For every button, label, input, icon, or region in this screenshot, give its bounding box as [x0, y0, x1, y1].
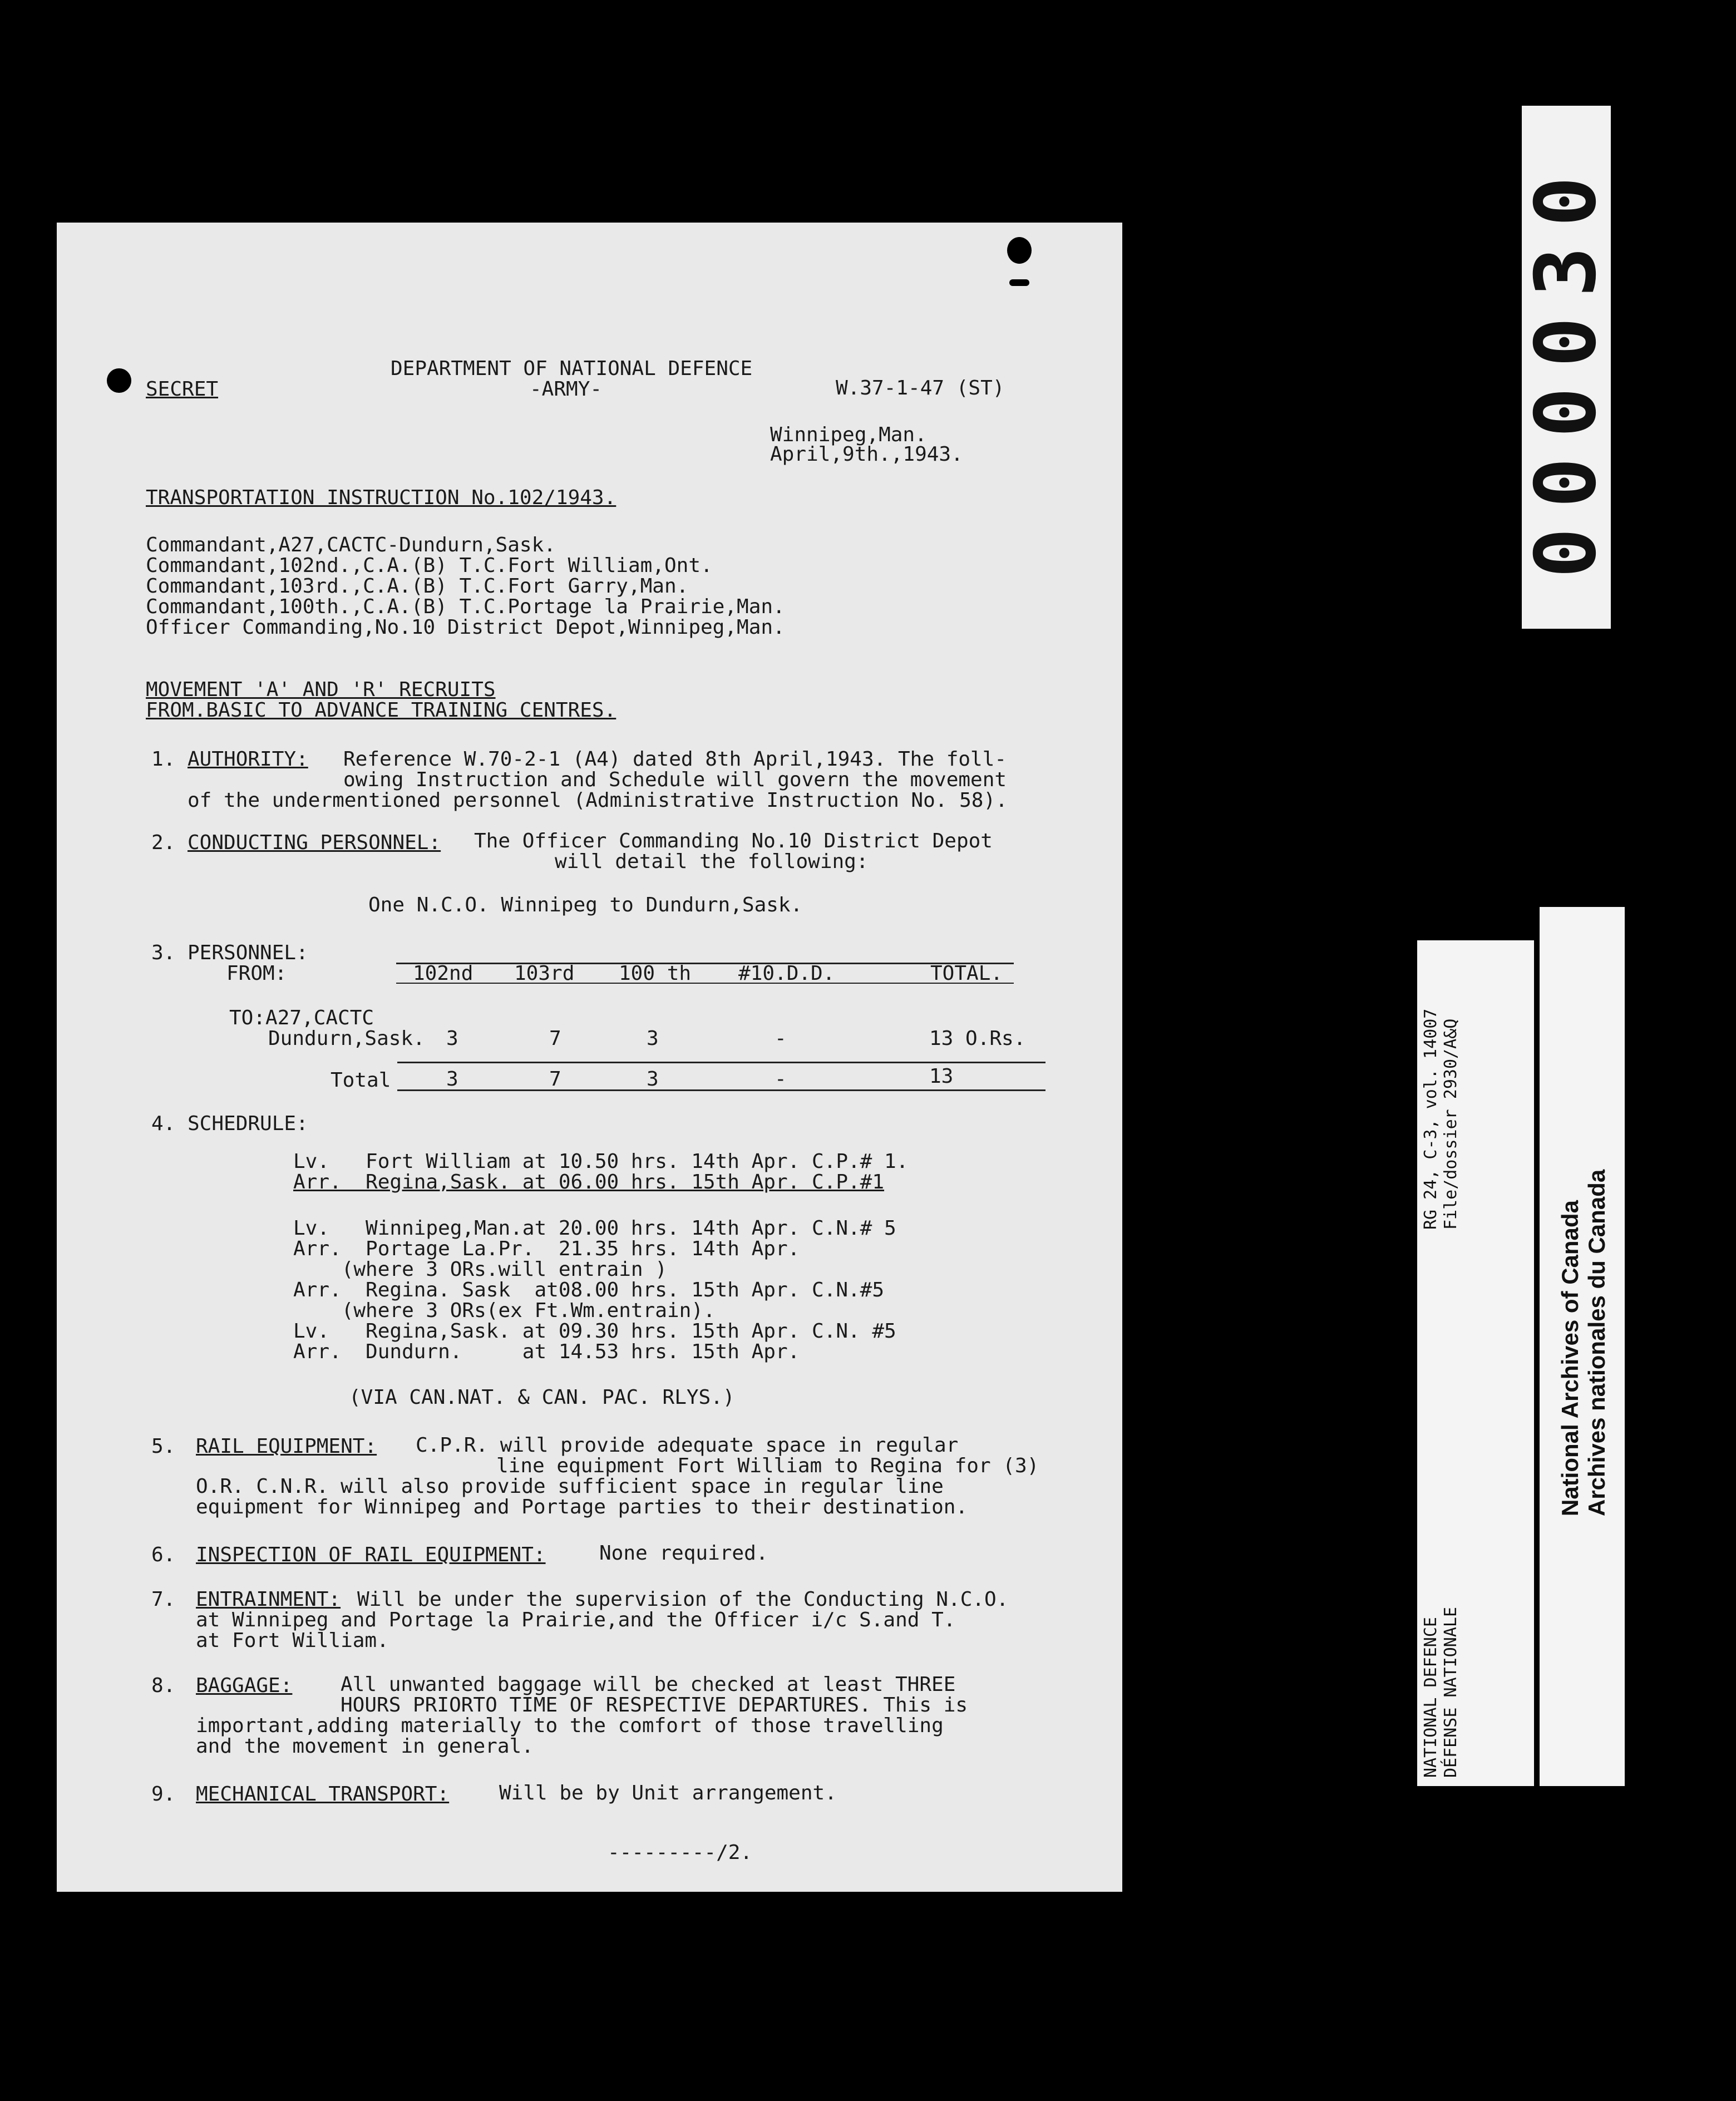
total-cell: -: [775, 1068, 787, 1091]
schedule-line: Lv. Fort William at 10.50 hrs. 14th Apr. C.P.# 1.: [293, 1150, 909, 1173]
schedule-line: Arr. Regina. Sask at08.00 hrs. 15th Apr. C.N.#5: [293, 1279, 885, 1301]
file-reference: W.37-1-47 (ST): [836, 377, 1005, 400]
para-heading: ENTRAINMENT:: [196, 1588, 341, 1611]
reference-stamp: [1417, 940, 1534, 1786]
archives-stamp: [1540, 907, 1625, 1786]
para-detail: One N.C.O. Winnipeg to Dundurn,Sask.: [368, 894, 803, 916]
para-text: All unwanted baggage will be checked at least THREE: [341, 1673, 956, 1696]
table-rule: [396, 983, 1014, 984]
para-number: 3.: [151, 941, 176, 964]
table-cell: 3: [446, 1027, 458, 1050]
schedule-line: Lv. Regina,Sask. at 09.30 hrs. 15th Apr. C.N. #5: [293, 1320, 896, 1343]
para-heading: SCHEDRULE:: [188, 1112, 308, 1135]
para-number: 6.: [151, 1543, 176, 1566]
document-page: [57, 223, 1122, 1892]
para-text: Will be by Unit arrangement.: [499, 1782, 837, 1804]
schedule-line: Arr. Dundurn. at 14.53 hrs. 15th Apr.: [293, 1340, 800, 1363]
total-cell: 3: [647, 1068, 659, 1091]
para-text: C.P.R. will provide adequate space in regular: [416, 1434, 959, 1457]
para-number: 5.: [151, 1435, 176, 1458]
para-number: 1.: [151, 748, 176, 771]
para-text: O.R. C.N.R. will also provide sufficient space in regular line: [196, 1475, 944, 1498]
addressee: Commandant,102nd.,C.A.(B) T.C.Fort William,Ont.: [146, 554, 713, 577]
document-title: TRANSPORTATION INSTRUCTION No.102/1943.: [146, 486, 617, 509]
column-header: 100 th: [619, 962, 692, 985]
stamp-ref-line: NATIONAL DEFENCE: [1421, 1617, 1441, 1778]
para-number: 4.: [151, 1112, 176, 1135]
para-text: Reference W.70-2-1 (A4) dated 8th April,1943. The foll-: [343, 748, 1007, 771]
total-cell: 3: [446, 1068, 458, 1091]
branch: -ARMY-: [530, 378, 603, 401]
archives-name: Archives nationales du Canada: [1584, 1169, 1610, 1516]
schedule-line: Arr. Regina,Sask. at 06.00 hrs. 15th Apr. C.P.#1: [293, 1171, 885, 1193]
schedule-line: (where 3 ORs(ex Ft.Wm.entrain).: [293, 1299, 716, 1322]
para-heading: CONDUCTING PERSONNEL:: [188, 831, 441, 854]
continuation-marker: ---------/2.: [608, 1841, 753, 1864]
row-label: TO:A27,CACTC: [229, 1007, 374, 1029]
para-text: of the undermentioned personnel (Administrative Instruction No. 58).: [188, 789, 1008, 812]
para-number: 2.: [151, 831, 176, 854]
para-heading: MECHANICAL TRANSPORT:: [196, 1783, 450, 1806]
table-rule: [396, 963, 1014, 964]
para-number: 9.: [151, 1783, 176, 1806]
department: DEPARTMENT OF NATIONAL DEFENCE: [391, 357, 753, 380]
total-cell: 7: [549, 1068, 561, 1091]
column-header: TOTAL.: [930, 962, 1003, 985]
table-cell: 13 O.Rs.: [929, 1027, 1026, 1050]
classification: SECRET: [146, 378, 219, 401]
para-text: at Winnipeg and Portage la Prairie,and the Officer i/c S.and T.: [196, 1609, 956, 1631]
stamp-ref-line: File/dossier 2930/A&Q: [1441, 1018, 1461, 1230]
para-heading: INSPECTION OF RAIL EQUIPMENT:: [196, 1543, 546, 1566]
para-text: HOURS PRIORTO TIME OF RESPECTIVE DEPARTURES. This is: [341, 1694, 968, 1717]
addressee: Commandant,100th.,C.A.(B) T.C.Portage la Prairie,Man.: [146, 595, 785, 618]
archives-name: National Archives of Canada: [1557, 1200, 1583, 1516]
schedule-line: Lv. Winnipeg,Man.at 20.00 hrs. 14th Apr. C.N.# 5: [293, 1217, 896, 1240]
punch-hole: [107, 368, 131, 393]
subject-line: MOVEMENT 'A' AND 'R' RECRUITS: [146, 678, 496, 701]
table-cell: 3: [647, 1027, 659, 1050]
para-text: Will be under the supervision of the Conducting N.C.O.: [357, 1588, 1009, 1611]
para-text: equipment for Winnipeg and Portage parties to their destination.: [196, 1496, 968, 1518]
column-header: #10.D.D.: [738, 962, 835, 985]
para-text: will detail the following:: [555, 850, 869, 873]
para-text: important,adding materially to the comfort of those travelling: [196, 1714, 944, 1737]
ink-blot: [1007, 237, 1032, 264]
para-heading: PERSONNEL:: [188, 941, 308, 964]
para-heading: RAIL EQUIPMENT:: [196, 1435, 377, 1458]
addressee: Commandant,103rd.,C.A.(B) T.C.Fort Garry,Man.: [146, 575, 689, 598]
para-heading: AUTHORITY:: [188, 748, 308, 771]
schedule-line: (where 3 ORs.will entrain ): [293, 1258, 667, 1281]
table-cell: 7: [549, 1027, 561, 1050]
para-text: None required.: [599, 1542, 768, 1565]
total-cell: 13: [929, 1065, 954, 1088]
schedule-line: Arr. Portage La.Pr. 21.35 hrs. 14th Apr.: [293, 1237, 800, 1260]
row-label: Dundurn,Sask.: [268, 1027, 425, 1050]
table-rule: [397, 1062, 1045, 1063]
para-text: at Fort William.: [196, 1629, 389, 1652]
frame-number: 000030: [1518, 156, 1615, 578]
para-heading: BAGGAGE:: [196, 1674, 293, 1697]
ink-mark: [1009, 279, 1029, 286]
place: Winnipeg,Man.: [770, 423, 927, 446]
para-text: The Officer Commanding No.10 District Depot: [474, 830, 993, 852]
subject-line: FROM.BASIC TO ADVANCE TRAINING CENTRES.: [146, 699, 617, 722]
from-label: FROM:: [226, 962, 287, 985]
frame-number-label: [1518, 106, 1615, 629]
stamp-ref-line: RG 24, C-3, vol. 14007: [1421, 1008, 1441, 1230]
addressee: Officer Commanding,No.10 District Depot,Winnipeg,Man.: [146, 616, 785, 639]
para-text: owing Instruction and Schedule will govern the movement: [343, 768, 1007, 791]
column-header: 102nd: [413, 962, 474, 985]
addressee: Commandant,A27,CACTC-Dundurn,Sask.: [146, 534, 556, 556]
stamp-ref-line: DÉFENSE NATIONALE: [1441, 1606, 1461, 1778]
schedule-via: (VIA CAN.NAT. & CAN. PAC. RLYS.): [349, 1386, 735, 1409]
total-label: Total: [331, 1069, 391, 1092]
date: April,9th.,1943.: [770, 443, 963, 466]
table-cell: -: [775, 1027, 787, 1050]
table-rule: [397, 1089, 1045, 1091]
column-header: 103rd: [514, 962, 575, 985]
para-text: and the movement in general.: [196, 1735, 534, 1758]
para-number: 7.: [151, 1588, 176, 1611]
para-number: 8.: [151, 1674, 176, 1697]
para-text: line equipment Fort William to Regina for (3): [496, 1454, 1039, 1477]
